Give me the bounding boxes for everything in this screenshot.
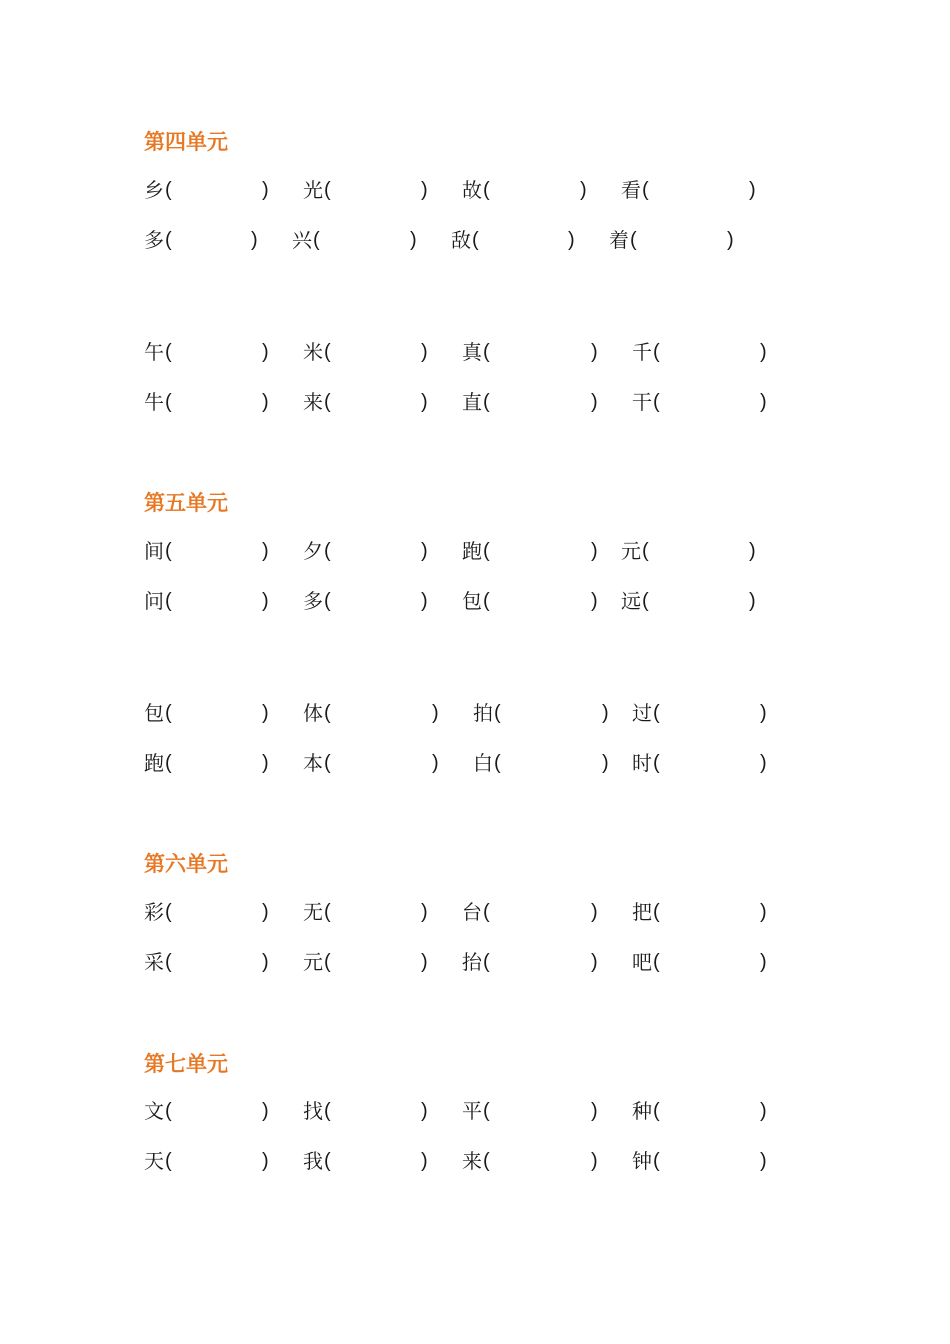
close-paren: ): [760, 1150, 767, 1172]
answer-blank[interactable]: [491, 538, 587, 564]
character: 间: [144, 539, 164, 563]
character: 看: [621, 178, 641, 202]
answer-blank[interactable]: [650, 538, 745, 564]
character: 故: [462, 178, 482, 202]
close-paren: ): [432, 702, 439, 724]
character: 时: [632, 751, 652, 775]
character: 白: [473, 751, 493, 775]
close-paren: ): [421, 590, 428, 612]
open-paren: (: [165, 702, 172, 724]
open-paren: (: [324, 901, 331, 923]
exercise-row: [0, 1098, 950, 1124]
character: 来: [462, 1149, 482, 1173]
character: 跑: [144, 751, 164, 775]
character: 本: [303, 751, 323, 775]
answer-blank[interactable]: [332, 899, 417, 925]
exercise-row: [0, 339, 950, 365]
character: 彩: [144, 900, 164, 924]
exercise-row: [0, 177, 950, 203]
character: 乡: [144, 178, 164, 202]
open-paren: (: [494, 752, 501, 774]
open-paren: (: [165, 951, 172, 973]
close-paren: ): [421, 540, 428, 562]
answer-blank[interactable]: [650, 177, 745, 203]
close-paren: ): [421, 901, 428, 923]
answer-blank[interactable]: [491, 389, 587, 415]
character: 干: [632, 390, 652, 414]
character: 真: [462, 340, 482, 364]
close-paren: ): [262, 702, 269, 724]
open-paren: (: [494, 702, 501, 724]
character: 光: [303, 178, 323, 202]
close-paren: ): [727, 229, 734, 251]
character: 问: [144, 589, 164, 613]
open-paren: (: [653, 1100, 660, 1122]
close-paren: ): [760, 752, 767, 774]
close-paren: ): [262, 590, 269, 612]
open-paren: (: [165, 752, 172, 774]
open-paren: (: [313, 229, 320, 251]
close-paren: ): [591, 341, 598, 363]
close-paren: ): [262, 1150, 269, 1172]
close-paren: ): [591, 901, 598, 923]
character: 钟: [632, 1149, 652, 1173]
close-paren: ): [591, 391, 598, 413]
answer-blank[interactable]: [491, 1148, 587, 1174]
open-paren: (: [483, 1150, 490, 1172]
character: 天: [144, 1149, 164, 1173]
answer-blank[interactable]: [173, 227, 247, 253]
answer-blank[interactable]: [480, 227, 564, 253]
open-paren: (: [165, 391, 172, 413]
close-paren: ): [262, 391, 269, 413]
character: 夕: [303, 539, 323, 563]
exercise-row: [0, 700, 950, 726]
answer-blank[interactable]: [332, 700, 428, 726]
character: 包: [144, 701, 164, 725]
open-paren: (: [165, 341, 172, 363]
close-paren: ): [262, 752, 269, 774]
character: 千: [632, 340, 652, 364]
close-paren: ): [591, 951, 598, 973]
open-paren: (: [324, 1100, 331, 1122]
open-paren: (: [324, 752, 331, 774]
answer-blank[interactable]: [638, 227, 723, 253]
character: 着: [609, 228, 629, 252]
answer-blank[interactable]: [173, 899, 258, 925]
answer-blank[interactable]: [332, 588, 417, 614]
character: 包: [462, 589, 482, 613]
close-paren: ): [262, 951, 269, 973]
character: 抬: [462, 950, 482, 974]
answer-blank[interactable]: [173, 389, 258, 415]
answer-blank[interactable]: [491, 899, 587, 925]
open-paren: (: [630, 229, 637, 251]
close-paren: ): [602, 752, 609, 774]
answer-blank[interactable]: [650, 588, 745, 614]
answer-blank[interactable]: [332, 1098, 417, 1124]
open-paren: (: [324, 1150, 331, 1172]
open-paren: (: [653, 702, 660, 724]
open-paren: (: [165, 1100, 172, 1122]
answer-blank[interactable]: [661, 949, 756, 975]
open-paren: (: [165, 540, 172, 562]
answer-blank[interactable]: [661, 389, 756, 415]
character: 吧: [632, 950, 652, 974]
close-paren: ): [262, 341, 269, 363]
section-title-5: 第五单元: [144, 491, 228, 515]
answer-blank[interactable]: [173, 538, 258, 564]
answer-blank[interactable]: [321, 227, 406, 253]
open-paren: (: [165, 1150, 172, 1172]
answer-blank[interactable]: [173, 1148, 258, 1174]
answer-blank[interactable]: [332, 1148, 417, 1174]
answer-blank[interactable]: [173, 1098, 258, 1124]
section-title-7: 第七单元: [144, 1052, 228, 1076]
close-paren: ): [410, 229, 417, 251]
close-paren: ): [421, 1100, 428, 1122]
character: 来: [303, 390, 323, 414]
answer-blank[interactable]: [661, 750, 756, 776]
answer-blank[interactable]: [332, 750, 428, 776]
answer-blank[interactable]: [332, 389, 417, 415]
character: 平: [462, 1099, 482, 1123]
character: 午: [144, 340, 164, 364]
character: 多: [144, 228, 164, 252]
character: 过: [632, 701, 652, 725]
close-paren: ): [421, 951, 428, 973]
open-paren: (: [472, 229, 479, 251]
close-paren: ): [421, 391, 428, 413]
exercise-row: [0, 899, 950, 925]
close-paren: ): [421, 1150, 428, 1172]
open-paren: (: [483, 540, 490, 562]
character: 种: [632, 1099, 652, 1123]
character: 元: [303, 950, 323, 974]
close-paren: ): [262, 901, 269, 923]
open-paren: (: [165, 590, 172, 612]
open-paren: (: [483, 1100, 490, 1122]
open-paren: (: [324, 951, 331, 973]
close-paren: ): [568, 229, 575, 251]
character: 我: [303, 1149, 323, 1173]
open-paren: (: [483, 590, 490, 612]
answer-blank[interactable]: [661, 899, 756, 925]
exercise-row: [0, 227, 950, 253]
close-paren: ): [432, 752, 439, 774]
close-paren: ): [760, 901, 767, 923]
exercise-row: [0, 588, 950, 614]
close-paren: ): [591, 590, 598, 612]
character: 敌: [451, 228, 471, 252]
character: 多: [303, 589, 323, 613]
answer-blank[interactable]: [661, 700, 756, 726]
answer-blank[interactable]: [661, 339, 756, 365]
close-paren: ): [591, 1150, 598, 1172]
section-title-4: 第四单元: [144, 130, 228, 154]
close-paren: ): [591, 540, 598, 562]
answer-blank[interactable]: [491, 588, 587, 614]
open-paren: (: [483, 951, 490, 973]
character: 米: [303, 340, 323, 364]
answer-blank[interactable]: [332, 949, 417, 975]
character: 直: [462, 390, 482, 414]
character: 元: [621, 539, 641, 563]
character: 体: [303, 701, 323, 725]
close-paren: ): [760, 341, 767, 363]
exercise-row: [0, 1148, 950, 1174]
open-paren: (: [165, 229, 172, 251]
close-paren: ): [262, 540, 269, 562]
character: 远: [621, 589, 641, 613]
character: 找: [303, 1099, 323, 1123]
open-paren: (: [324, 179, 331, 201]
open-paren: (: [642, 540, 649, 562]
answer-blank[interactable]: [661, 1148, 756, 1174]
answer-blank[interactable]: [173, 588, 258, 614]
open-paren: (: [642, 179, 649, 201]
close-paren: ): [421, 179, 428, 201]
character: 无: [303, 900, 323, 924]
close-paren: ): [262, 179, 269, 201]
answer-blank[interactable]: [173, 177, 258, 203]
open-paren: (: [642, 590, 649, 612]
answer-blank[interactable]: [502, 750, 598, 776]
answer-blank[interactable]: [332, 538, 417, 564]
open-paren: (: [483, 391, 490, 413]
exercise-row: [0, 538, 950, 564]
open-paren: (: [324, 540, 331, 562]
exercise-row: [0, 949, 950, 975]
character: 台: [462, 900, 482, 924]
answer-blank[interactable]: [173, 750, 258, 776]
close-paren: ): [251, 229, 258, 251]
character: 文: [144, 1099, 164, 1123]
open-paren: (: [653, 341, 660, 363]
close-paren: ): [602, 702, 609, 724]
open-paren: (: [483, 179, 490, 201]
open-paren: (: [653, 951, 660, 973]
open-paren: (: [653, 1150, 660, 1172]
answer-blank[interactable]: [173, 949, 258, 975]
close-paren: ): [262, 1100, 269, 1122]
answer-blank[interactable]: [502, 700, 598, 726]
character: 拍: [473, 701, 493, 725]
open-paren: (: [324, 702, 331, 724]
open-paren: (: [324, 341, 331, 363]
close-paren: ): [749, 590, 756, 612]
character: 把: [632, 900, 652, 924]
character: 牛: [144, 390, 164, 414]
open-paren: (: [483, 341, 490, 363]
character: 采: [144, 950, 164, 974]
open-paren: (: [653, 901, 660, 923]
open-paren: (: [483, 901, 490, 923]
answer-blank[interactable]: [332, 177, 417, 203]
open-paren: (: [653, 391, 660, 413]
answer-blank[interactable]: [173, 339, 258, 365]
close-paren: ): [749, 179, 756, 201]
open-paren: (: [324, 590, 331, 612]
answer-blank[interactable]: [332, 339, 417, 365]
open-paren: (: [165, 179, 172, 201]
close-paren: ): [760, 391, 767, 413]
exercise-row: [0, 750, 950, 776]
section-title-6: 第六单元: [144, 852, 228, 876]
close-paren: ): [591, 1100, 598, 1122]
close-paren: ): [760, 951, 767, 973]
answer-blank[interactable]: [491, 949, 587, 975]
answer-blank[interactable]: [491, 1098, 587, 1124]
exercise-row: [0, 389, 950, 415]
close-paren: ): [760, 702, 767, 724]
close-paren: ): [760, 1100, 767, 1122]
close-paren: ): [749, 540, 756, 562]
close-paren: ): [421, 341, 428, 363]
character: 跑: [462, 539, 482, 563]
answer-blank[interactable]: [491, 339, 587, 365]
answer-blank[interactable]: [661, 1098, 756, 1124]
open-paren: (: [324, 391, 331, 413]
character: 兴: [292, 228, 312, 252]
open-paren: (: [165, 901, 172, 923]
answer-blank[interactable]: [173, 700, 258, 726]
answer-blank[interactable]: [491, 177, 576, 203]
close-paren: ): [580, 179, 587, 201]
open-paren: (: [653, 752, 660, 774]
